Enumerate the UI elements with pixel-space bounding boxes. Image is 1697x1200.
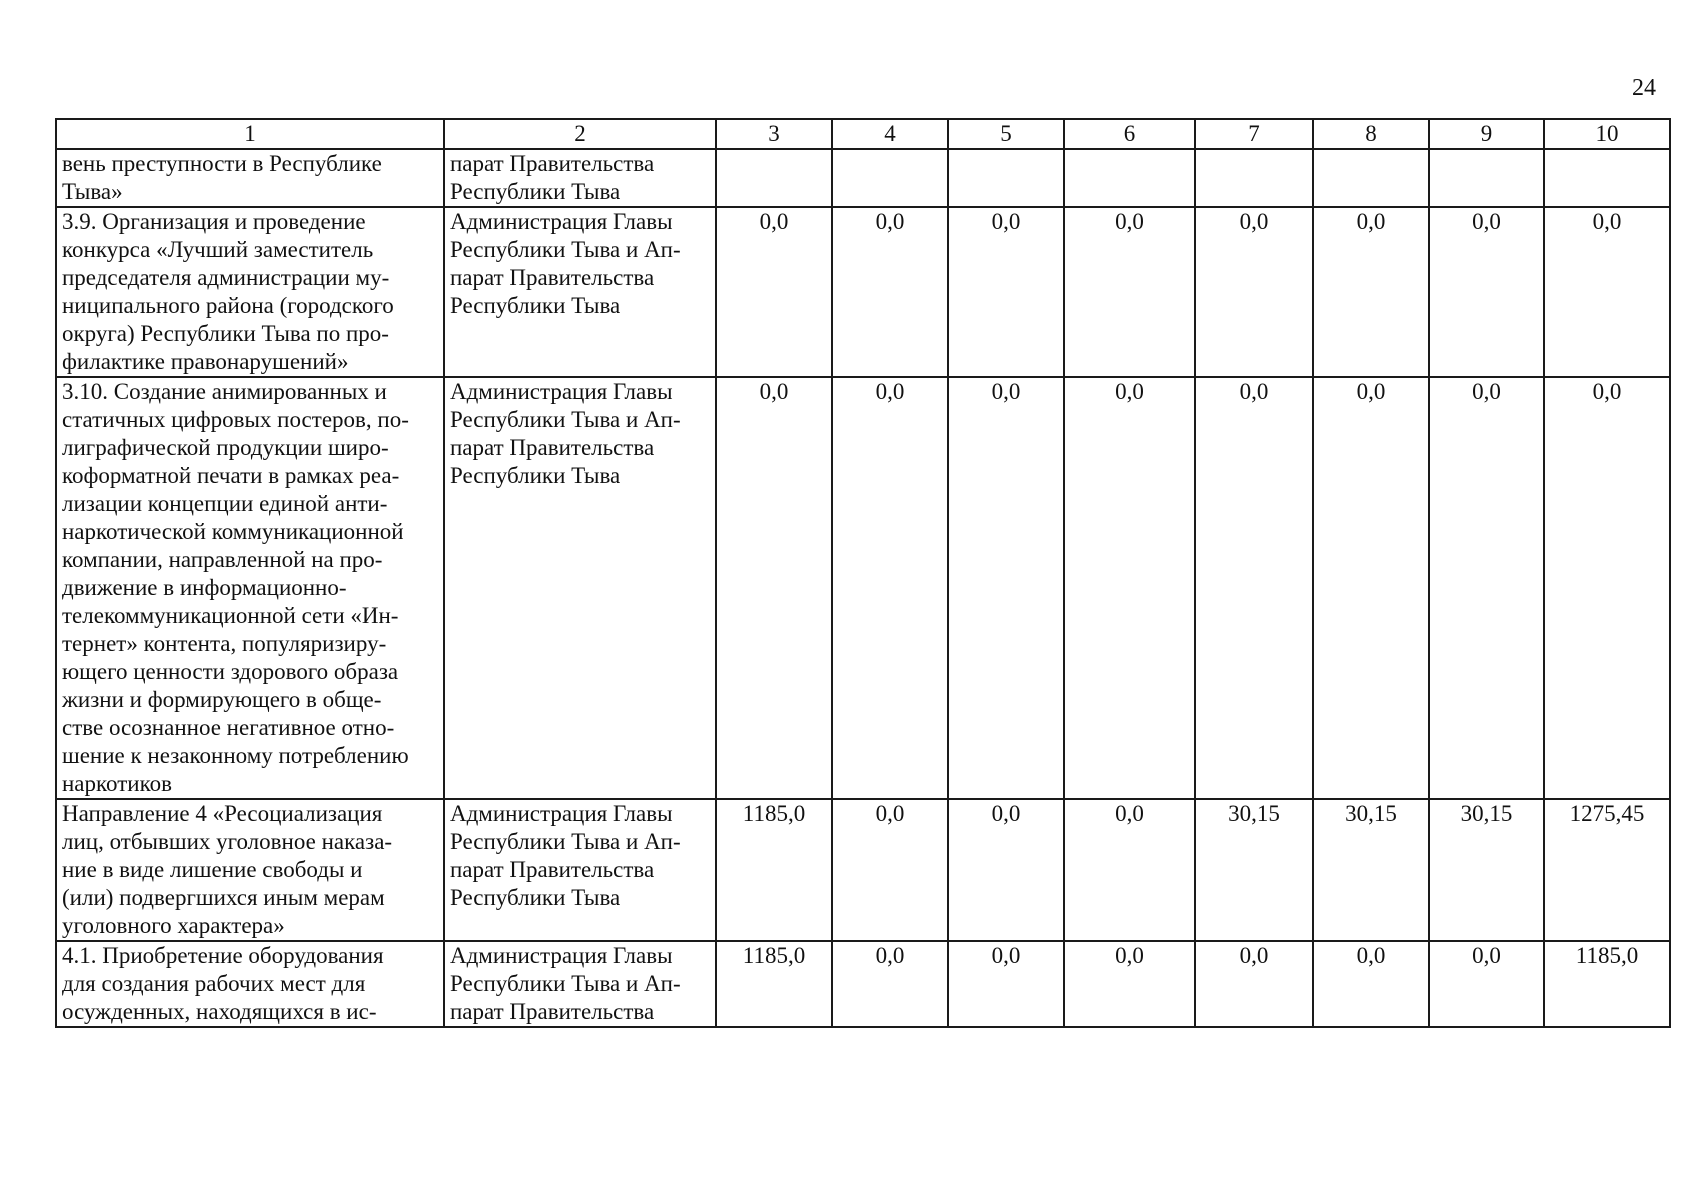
value-cell: 0,0: [948, 941, 1064, 1027]
value-cell: 0,0: [832, 207, 948, 377]
value-cell: [1544, 149, 1670, 207]
value-cell: 0,0: [948, 377, 1064, 799]
value-cell: 30,15: [1313, 799, 1429, 941]
header-row: [56, 119, 1670, 149]
activity-name: Направление 4 «Ресоциализация лиц, отбывших уголовное наказа- ние в виде лишение свободы и (или) подвергшихся иным мерам уголовного характера»: [56, 799, 444, 941]
value-cell: 0,0: [1544, 377, 1670, 799]
value-cell: 0,0: [1195, 207, 1313, 377]
value-cell: 0,0: [1064, 799, 1195, 941]
table-row: [56, 799, 1670, 941]
column-header: 2: [444, 119, 716, 149]
executor: парат Правительства Республики Тыва: [444, 149, 716, 207]
value-cell: 0,0: [832, 377, 948, 799]
value-cell: 0,0: [832, 941, 948, 1027]
value-cell: 0,0: [832, 799, 948, 941]
value-cell: 0,0: [1064, 941, 1195, 1027]
value-cell: 0,0: [1313, 941, 1429, 1027]
column-header: 4: [832, 119, 948, 149]
executor: Администрация Главы Республики Тыва и Ап- парат Правительства Республики Тыва: [444, 799, 716, 941]
value-cell: 0,0: [1064, 207, 1195, 377]
activity-name: 4.1. Приобретение оборудования для создания рабочих мест для осужденных, находящихся в ис-: [56, 941, 444, 1027]
value-cell: 0,0: [1544, 207, 1670, 377]
column-header: 8: [1313, 119, 1429, 149]
column-header: 5: [948, 119, 1064, 149]
value-cell: [1195, 149, 1313, 207]
column-header: 1: [56, 119, 444, 149]
value-cell: 0,0: [1195, 941, 1313, 1027]
value-cell: [716, 149, 832, 207]
program-activities-table: [55, 118, 1671, 1028]
value-cell: 0,0: [1429, 207, 1544, 377]
page-number: 24: [1632, 75, 1656, 101]
value-cell: 0,0: [1313, 207, 1429, 377]
executor: Администрация Главы Республики Тыва и Ап- парат Правительства: [444, 941, 716, 1027]
table-row: [56, 941, 1670, 1027]
value-cell: 1185,0: [716, 799, 832, 941]
value-cell: 0,0: [1313, 377, 1429, 799]
value-cell: 0,0: [1429, 941, 1544, 1027]
column-header: 3: [716, 119, 832, 149]
value-cell: 0,0: [948, 207, 1064, 377]
value-cell: 0,0: [1064, 377, 1195, 799]
value-cell: [1429, 149, 1544, 207]
value-cell: 0,0: [948, 799, 1064, 941]
column-header: 9: [1429, 119, 1544, 149]
table-row: [56, 207, 1670, 377]
value-cell: [832, 149, 948, 207]
activity-name: 3.9. Организация и проведение конкурса «Лучший заместитель председателя администрации му- ниципального района (городского округа) Республики Тыва по про- филактике правонарушений»: [56, 207, 444, 377]
value-cell: 0,0: [716, 377, 832, 799]
value-cell: [1313, 149, 1429, 207]
value-cell: 1185,0: [716, 941, 832, 1027]
value-cell: 1275,45: [1544, 799, 1670, 941]
activity-name: вень преступности в Республике Тыва»: [56, 149, 444, 207]
value-cell: 0,0: [716, 207, 832, 377]
executor: Администрация Главы Республики Тыва и Ап- парат Правительства Республики Тыва: [444, 377, 716, 799]
value-cell: 0,0: [1195, 377, 1313, 799]
value-cell: 30,15: [1195, 799, 1313, 941]
column-header: 6: [1064, 119, 1195, 149]
value-cell: 30,15: [1429, 799, 1544, 941]
value-cell: [1064, 149, 1195, 207]
value-cell: [948, 149, 1064, 207]
executor: Администрация Главы Республики Тыва и Ап- парат Правительства Республики Тыва: [444, 207, 716, 377]
value-cell: 0,0: [1429, 377, 1544, 799]
column-header: 10: [1544, 119, 1670, 149]
table-row: [56, 377, 1670, 799]
value-cell: 1185,0: [1544, 941, 1670, 1027]
activity-name: 3.10. Создание анимированных и статичных цифровых постеров, по- лиграфической продукции широ- коформатной печати в рамках реа- лизации концепции единой анти- наркотической коммуникационной компании, направленной на про- движение в информационно- телекоммуникационной сети «Ин- тернет» контента, популяризиру- ющего ценности здорового образа жизни и формирующего в обще- стве осознанное негативное отно- шение к незаконному потреблению наркотиков: [56, 377, 444, 799]
column-header: 7: [1195, 119, 1313, 149]
table-row: [56, 149, 1670, 207]
